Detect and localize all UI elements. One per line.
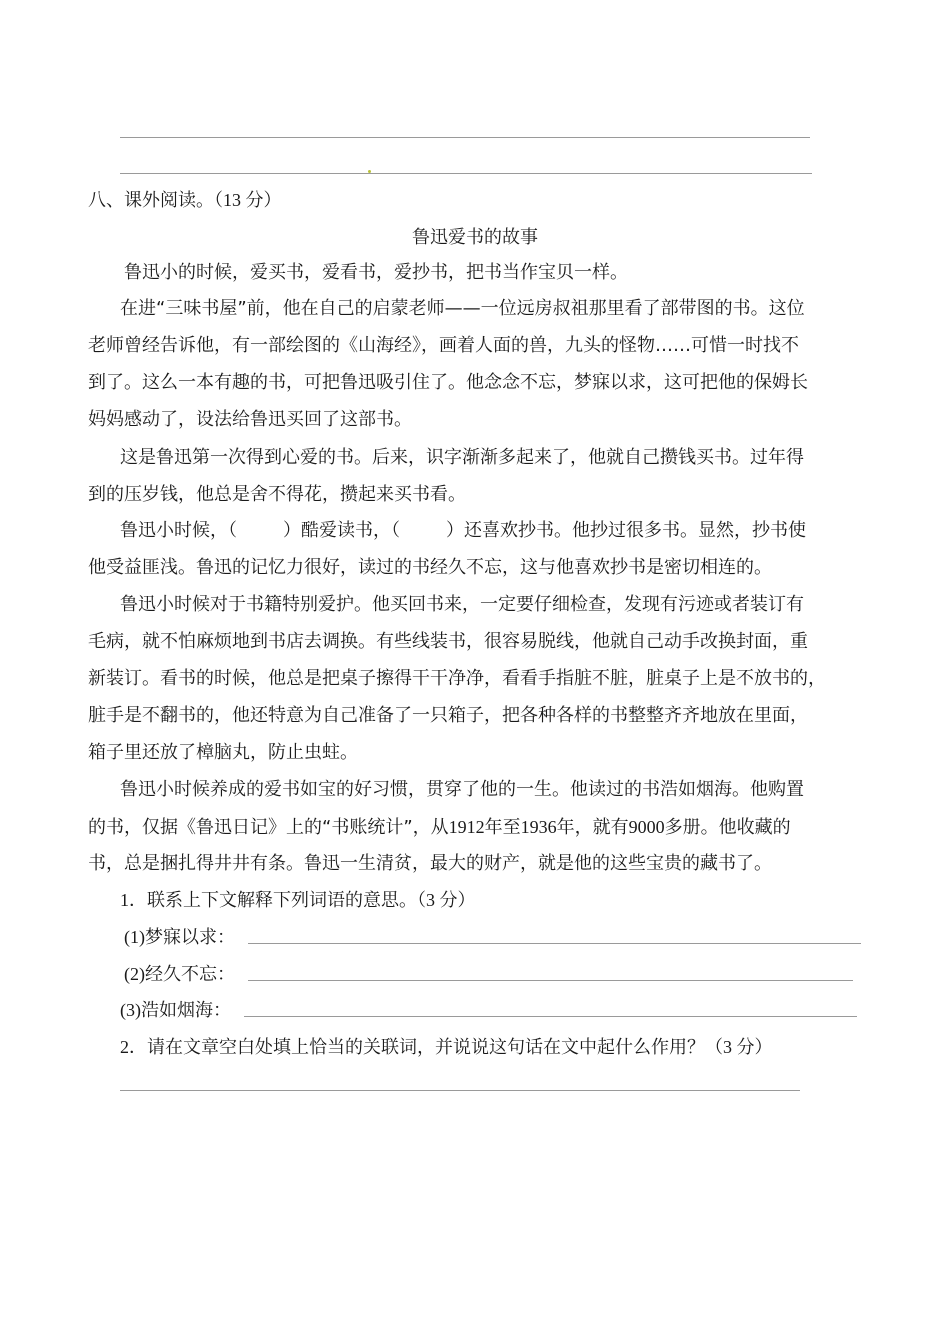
- paragraph-5-line-2: 毛病，就不怕麻烦地到书店去调换。有些线装书，很容易脱线，他就自己动手改换封面，重: [88, 631, 808, 652]
- question-2: 2．请在文章空白处填上恰当的关联词，并说说这句话在文中起什么作用？（3 分）: [120, 1037, 773, 1058]
- question-1-item-3: (3)浩如烟海：: [120, 1000, 231, 1021]
- paragraph-4-line-2: 他受益匪浅。鲁迅的记忆力很好，读过的书经久不忘，这与他喜欢抄书是密切相连的。: [88, 557, 772, 578]
- paragraph-2-line-2: 老师曾经告诉他，有一部绘图的《山海经》，画着人面的兽，九头的怪物……可惜一时找不: [88, 335, 799, 356]
- question-1-item-2: (2)经久不忘：: [124, 964, 235, 985]
- paragraph-6-line-1: 鲁迅小时候养成的爱书如宝的好习惯，贯穿了他的一生。他读过的书浩如烟海。他购置: [120, 779, 804, 800]
- paragraph-5-line-1: 鲁迅小时候对于书籍特别爱护。他买回书来，一定要仔细检查，发现有污迹或者装订有: [120, 594, 804, 615]
- paragraph-1: 鲁迅小的时候，爱买书，爱看书，爱抄书，把书当作宝贝一样。: [124, 262, 628, 283]
- answer-line-q2[interactable]: [120, 1090, 800, 1091]
- section-heading: 八、课外阅读。（13 分）: [88, 190, 282, 211]
- answer-line-q1-2[interactable]: [248, 980, 853, 981]
- paragraph-3-line-1: 这是鲁迅第一次得到心爱的书。后来，识字渐渐多起来了，他就自己攒钱买书。过年得: [120, 447, 804, 468]
- paragraph-3-line-2: 到的压岁钱，他总是舍不得花，攒起来买书看。: [88, 484, 466, 505]
- paragraph-6-line-2: 的书，仅据《鲁迅日记》上的“书账统计”，从1912年至1936年，就有9000多册。他收藏的: [88, 817, 791, 838]
- story-title: 鲁迅爱书的故事: [412, 227, 538, 248]
- paragraph-6-line-3: 书，总是捆扎得井井有条。鲁迅一生清贫，最大的财产，就是他的这些宝贵的藏书了。: [88, 853, 772, 874]
- paragraph-2-line-1: 在进“三味书屋”前，他在自己的启蒙老师——一位远房叔祖那里看了部带图的书。这位: [120, 298, 805, 319]
- scan-dot: [368, 170, 371, 173]
- question-1-item-1: (1)梦寐以求：: [124, 927, 235, 948]
- paragraph-4-line-1: 鲁迅小时候，（ ）酷爱读书，（ ）还喜欢抄书。他抄过很多书。显然，抄书使: [120, 520, 806, 541]
- answer-line-top-1: [120, 137, 810, 138]
- answer-line-q1-3[interactable]: [244, 1016, 857, 1017]
- paragraph-5-line-3: 新装订。看书的时候，他总是把桌子擦得干干净净，看看手指脏不脏，脏桌子上是不放书的，: [88, 668, 826, 689]
- paragraph-2-line-3: 到了。这么一本有趣的书，可把鲁迅吸引住了。他念念不忘，梦寐以求，这可把他的保姆长: [88, 372, 808, 393]
- answer-line-q1-1[interactable]: [248, 943, 861, 944]
- paragraph-5-line-5: 箱子里还放了樟脑丸，防止虫蛀。: [88, 742, 358, 763]
- answer-line-top-2: [120, 173, 812, 174]
- paragraph-5-line-4: 脏手是不翻书的，他还特意为自己准备了一只箱子，把各种各样的书整整齐齐地放在里面，: [88, 705, 808, 726]
- paragraph-2-line-4: 妈妈感动了，设法给鲁迅买回了这部书。: [88, 409, 412, 430]
- question-1: 1．联系上下文解释下列词语的意思。（3 分）: [120, 890, 476, 911]
